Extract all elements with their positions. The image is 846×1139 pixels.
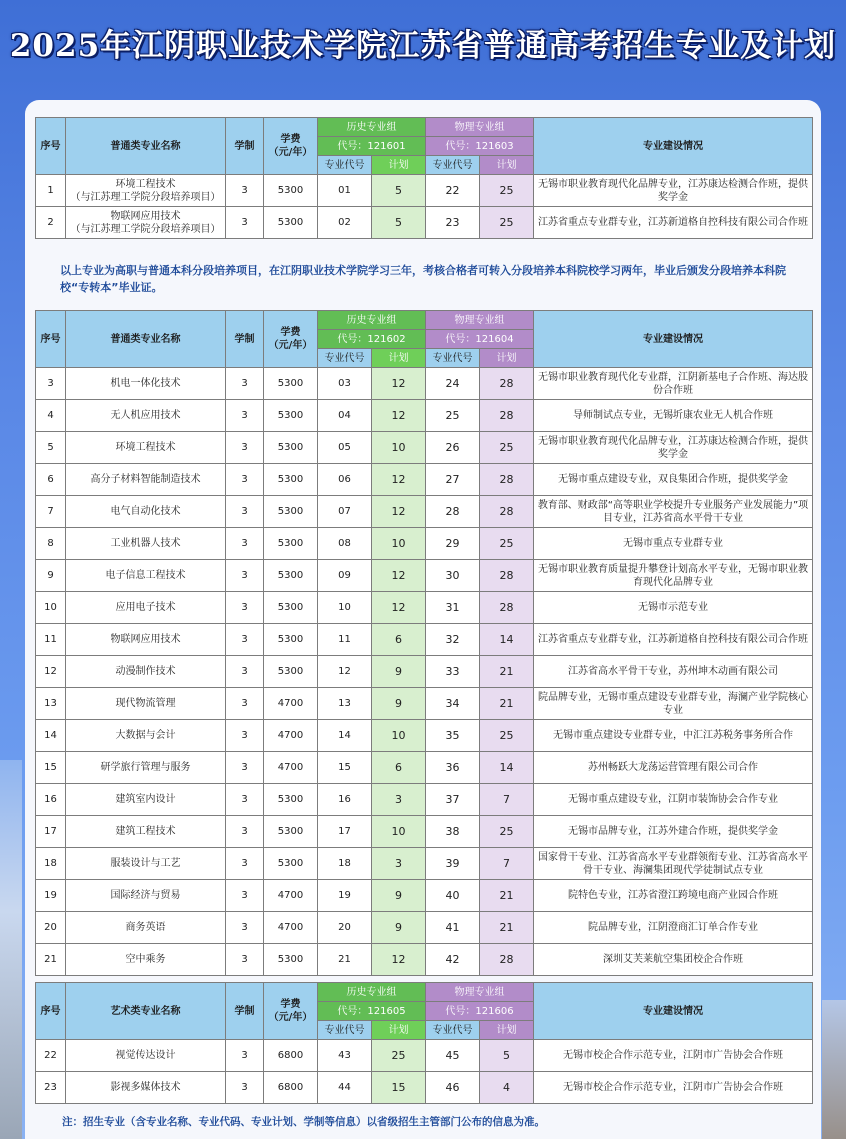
row-physics-plan: 21	[480, 688, 534, 720]
row-physics-plan: 28	[480, 464, 534, 496]
row-construction: 深圳艾芙莱航空集团校企合作班	[534, 944, 813, 976]
row-history-plan: 15	[372, 1072, 426, 1104]
row-years: 3	[226, 592, 264, 624]
row-major-name: 物联网应用技术	[66, 624, 226, 656]
header-history-group: 历史专业组	[318, 311, 426, 330]
row-years: 3	[226, 912, 264, 944]
header-physics-code: 专业代号	[426, 349, 480, 368]
row-physics-code: 25	[426, 400, 480, 432]
background-building-right	[822, 1000, 846, 1139]
header-history-group: 历史专业组	[318, 983, 426, 1002]
row-construction: 无锡市职业教育现代化品牌专业，江苏康达检测合作班，提供奖学金	[534, 432, 813, 464]
row-history-code: 14	[318, 720, 372, 752]
row-history-plan: 12	[372, 560, 426, 592]
row-seq: 5	[36, 432, 66, 464]
row-history-plan: 6	[372, 752, 426, 784]
row-years: 3	[226, 560, 264, 592]
row-physics-code: 22	[426, 175, 480, 207]
row-fee: 5300	[264, 528, 318, 560]
row-fee: 5300	[264, 207, 318, 239]
row-major-name: 电气自动化技术	[66, 496, 226, 528]
row-fee: 5300	[264, 464, 318, 496]
row-physics-code: 34	[426, 688, 480, 720]
row-construction: 江苏省重点专业群专业，江苏新道格自控科技有限公司合作班	[534, 207, 813, 239]
row-construction: 无锡市校企合作示范专业，江阴市广告协会合作班	[534, 1040, 813, 1072]
row-major-name: 视觉传达设计	[66, 1040, 226, 1072]
header-physics-plan: 计划	[480, 156, 534, 175]
row-seq: 6	[36, 464, 66, 496]
row-major-name: 工业机器人技术	[66, 528, 226, 560]
row-physics-plan: 28	[480, 400, 534, 432]
header-history-plan: 计划	[372, 156, 426, 175]
row-physics-code: 38	[426, 816, 480, 848]
table-row	[36, 720, 813, 752]
row-history-code: 17	[318, 816, 372, 848]
row-construction: 无锡市品牌专业，江苏外建合作班，提供奖学金	[534, 816, 813, 848]
row-history-code: 16	[318, 784, 372, 816]
row-years: 3	[226, 752, 264, 784]
row-years: 3	[226, 624, 264, 656]
header-years: 学制	[226, 311, 264, 368]
table-row	[36, 368, 813, 400]
row-major-name: 物联网应用技术 （与江苏理工学院分段培养项目）	[66, 207, 226, 239]
row-history-plan: 12	[372, 496, 426, 528]
row-history-code: 43	[318, 1040, 372, 1072]
table-row	[36, 528, 813, 560]
row-seq: 10	[36, 592, 66, 624]
row-seq: 4	[36, 400, 66, 432]
row-history-code: 01	[318, 175, 372, 207]
history-group-code: 代号：121602	[318, 330, 426, 349]
row-seq: 7	[36, 496, 66, 528]
row-major-name: 无人机应用技术	[66, 400, 226, 432]
row-years: 3	[226, 207, 264, 239]
row-years: 3	[226, 880, 264, 912]
row-years: 3	[226, 1072, 264, 1104]
row-physics-plan: 28	[480, 944, 534, 976]
row-major-name: 国际经济与贸易	[66, 880, 226, 912]
row-history-code: 06	[318, 464, 372, 496]
background-building-left	[0, 760, 22, 1139]
header-major-name: 普通类专业名称	[66, 311, 226, 368]
row-physics-plan: 7	[480, 784, 534, 816]
row-physics-code: 46	[426, 1072, 480, 1104]
physics-group-code: 代号：121606	[426, 1002, 534, 1021]
row-history-plan: 12	[372, 400, 426, 432]
header-history-code: 专业代号	[318, 1021, 372, 1040]
row-physics-plan: 25	[480, 720, 534, 752]
table-row	[36, 175, 813, 207]
table-art-programs	[35, 982, 813, 1104]
row-physics-code: 39	[426, 848, 480, 880]
physics-group-code: 代号：121604	[426, 330, 534, 349]
row-history-code: 08	[318, 528, 372, 560]
row-fee: 6800	[264, 1040, 318, 1072]
row-construction: 江苏省高水平骨干专业，苏州坤木动画有限公司	[534, 656, 813, 688]
row-major-name: 空中乘务	[66, 944, 226, 976]
row-physics-code: 35	[426, 720, 480, 752]
row-physics-code: 27	[426, 464, 480, 496]
row-seq: 20	[36, 912, 66, 944]
row-construction: 院品牌专业，无锡市重点建设专业群专业，海澜产业学院核心专业	[534, 688, 813, 720]
row-physics-code: 32	[426, 624, 480, 656]
table-row	[36, 912, 813, 944]
row-physics-code: 24	[426, 368, 480, 400]
row-seq: 19	[36, 880, 66, 912]
row-physics-code: 28	[426, 496, 480, 528]
row-physics-plan: 21	[480, 880, 534, 912]
row-physics-plan: 4	[480, 1072, 534, 1104]
table-row	[36, 496, 813, 528]
header-history-code: 专业代号	[318, 349, 372, 368]
row-history-code: 19	[318, 880, 372, 912]
row-years: 3	[226, 656, 264, 688]
row-physics-code: 42	[426, 944, 480, 976]
row-history-plan: 10	[372, 528, 426, 560]
row-physics-plan: 14	[480, 624, 534, 656]
header-years: 学制	[226, 118, 264, 175]
row-physics-code: 26	[426, 432, 480, 464]
header-history-plan: 计划	[372, 349, 426, 368]
row-major-name: 环境工程技术 （与江苏理工学院分段培养项目）	[66, 175, 226, 207]
header-construction: 专业建设情况	[534, 311, 813, 368]
header-fee: 学费 （元/年）	[264, 983, 318, 1040]
row-major-name: 大数据与会计	[66, 720, 226, 752]
row-construction: 院品牌专业，江阴澄商汇订单合作专业	[534, 912, 813, 944]
table-row	[36, 816, 813, 848]
row-physics-plan: 21	[480, 912, 534, 944]
row-major-name: 环境工程技术	[66, 432, 226, 464]
header-physics-plan: 计划	[480, 1021, 534, 1040]
row-physics-code: 31	[426, 592, 480, 624]
segmented-program-note: 以上专业为高职与普通本科分段培养项目，在江阴职业技术学院学习三年，考核合格者可转入分段培养本科院校学习两年，毕业后颁发分段培养本科院校“专转本”毕业证。	[60, 264, 786, 294]
row-seq: 8	[36, 528, 66, 560]
row-physics-code: 37	[426, 784, 480, 816]
table-segmented-programs	[35, 117, 813, 239]
history-group-code: 代号：121601	[318, 137, 426, 156]
row-physics-plan: 28	[480, 496, 534, 528]
row-construction: 无锡市职业教育现代化品牌专业，江苏康达检测合作班，提供奖学金	[534, 175, 813, 207]
table-row	[36, 207, 813, 239]
row-seq: 18	[36, 848, 66, 880]
row-construction: 无锡市重点专业群专业	[534, 528, 813, 560]
row-construction: 教育部、财政部“高等职业学校提升专业服务产业发展能力”项目专业，江苏省高水平骨干专业	[534, 496, 813, 528]
row-history-code: 07	[318, 496, 372, 528]
row-seq: 9	[36, 560, 66, 592]
row-history-plan: 12	[372, 944, 426, 976]
row-fee: 5300	[264, 592, 318, 624]
row-major-name: 商务英语	[66, 912, 226, 944]
header-seq: 序号	[36, 983, 66, 1040]
history-group-code: 代号：121605	[318, 1002, 426, 1021]
row-history-code: 09	[318, 560, 372, 592]
row-history-plan: 9	[372, 912, 426, 944]
row-physics-plan: 28	[480, 592, 534, 624]
row-construction: 无锡市重点建设专业，双良集团合作班，提供奖学金	[534, 464, 813, 496]
row-fee: 4700	[264, 688, 318, 720]
row-construction: 无锡市示范专业	[534, 592, 813, 624]
header-years: 学制	[226, 983, 264, 1040]
row-history-code: 21	[318, 944, 372, 976]
row-major-name: 建筑工程技术	[66, 816, 226, 848]
row-physics-plan: 21	[480, 656, 534, 688]
row-history-plan: 9	[372, 688, 426, 720]
row-construction: 无锡市重点建设专业群专业，中汇江苏税务事务所合作	[534, 720, 813, 752]
row-fee: 5300	[264, 400, 318, 432]
row-history-plan: 6	[372, 624, 426, 656]
table-row	[36, 560, 813, 592]
row-history-plan: 12	[372, 368, 426, 400]
row-fee: 5300	[264, 944, 318, 976]
row-years: 3	[226, 432, 264, 464]
row-history-plan: 9	[372, 656, 426, 688]
row-history-plan: 10	[372, 816, 426, 848]
row-seq: 2	[36, 207, 66, 239]
row-history-code: 12	[318, 656, 372, 688]
row-seq: 21	[36, 944, 66, 976]
row-physics-plan: 5	[480, 1040, 534, 1072]
row-construction: 苏州畅跃大龙荡运营管理有限公司合作	[534, 752, 813, 784]
row-seq: 22	[36, 1040, 66, 1072]
row-construction: 导师制试点专业，无锡圻康农业无人机合作班	[534, 400, 813, 432]
row-fee: 5300	[264, 816, 318, 848]
row-physics-code: 41	[426, 912, 480, 944]
row-major-name: 建筑室内设计	[66, 784, 226, 816]
row-construction: 无锡市职业教育质量提升攀登计划高水平专业，无锡市职业教育现代化品牌专业	[534, 560, 813, 592]
row-construction: 无锡市校企合作示范专业，江阴市广告协会合作班	[534, 1072, 813, 1104]
row-fee: 5300	[264, 432, 318, 464]
row-physics-plan: 28	[480, 368, 534, 400]
header-physics-group: 物理专业组	[426, 311, 534, 330]
row-major-name: 电子信息工程技术	[66, 560, 226, 592]
row-seq: 11	[36, 624, 66, 656]
table-row	[36, 656, 813, 688]
row-physics-plan: 25	[480, 207, 534, 239]
row-history-code: 02	[318, 207, 372, 239]
row-history-code: 03	[318, 368, 372, 400]
row-major-name: 研学旅行管理与服务	[66, 752, 226, 784]
row-history-plan: 9	[372, 880, 426, 912]
row-major-name: 影视多媒体技术	[66, 1072, 226, 1104]
row-history-plan: 5	[372, 207, 426, 239]
table-row	[36, 944, 813, 976]
row-years: 3	[226, 368, 264, 400]
row-fee: 5300	[264, 784, 318, 816]
row-fee: 5300	[264, 656, 318, 688]
row-history-plan: 10	[372, 432, 426, 464]
row-history-plan: 25	[372, 1040, 426, 1072]
row-seq: 12	[36, 656, 66, 688]
header-history-plan: 计划	[372, 1021, 426, 1040]
row-fee: 4700	[264, 880, 318, 912]
row-seq: 3	[36, 368, 66, 400]
table-general-programs	[35, 310, 813, 976]
row-years: 3	[226, 400, 264, 432]
row-years: 3	[226, 464, 264, 496]
row-major-name: 应用电子技术	[66, 592, 226, 624]
page-title: 2025年江阴职业技术学院江苏省普通高考招生专业及计划	[9, 28, 837, 64]
row-seq: 23	[36, 1072, 66, 1104]
row-fee: 4700	[264, 752, 318, 784]
header-major-name: 艺术类专业名称	[66, 983, 226, 1040]
table-row	[36, 464, 813, 496]
row-years: 3	[226, 848, 264, 880]
row-years: 3	[226, 944, 264, 976]
header-major-name: 普通类专业名称	[66, 118, 226, 175]
header-construction: 专业建设情况	[534, 118, 813, 175]
row-history-plan: 10	[372, 720, 426, 752]
row-fee: 5300	[264, 496, 318, 528]
row-years: 3	[226, 528, 264, 560]
row-history-code: 04	[318, 400, 372, 432]
header-seq: 序号	[36, 311, 66, 368]
table-row	[36, 400, 813, 432]
table-row	[36, 432, 813, 464]
row-history-code: 05	[318, 432, 372, 464]
row-history-code: 10	[318, 592, 372, 624]
row-physics-plan: 25	[480, 432, 534, 464]
row-seq: 1	[36, 175, 66, 207]
row-years: 3	[226, 688, 264, 720]
footnote: 注：招生专业（含专业名称、专业代码、专业计划、学制等信息）以省级招生主管部门公布的信息为准。	[62, 1116, 545, 1128]
header-physics-plan: 计划	[480, 349, 534, 368]
row-construction: 江苏省重点专业群专业，江苏新道格自控科技有限公司合作班	[534, 624, 813, 656]
row-physics-code: 40	[426, 880, 480, 912]
row-history-code: 15	[318, 752, 372, 784]
row-physics-code: 30	[426, 560, 480, 592]
table-row	[36, 592, 813, 624]
header-construction: 专业建设情况	[534, 983, 813, 1040]
row-physics-plan: 28	[480, 560, 534, 592]
row-years: 3	[226, 496, 264, 528]
row-history-code: 11	[318, 624, 372, 656]
row-major-name: 服装设计与工艺	[66, 848, 226, 880]
header-seq: 序号	[36, 118, 66, 175]
row-major-name: 现代物流管理	[66, 688, 226, 720]
row-seq: 14	[36, 720, 66, 752]
row-history-plan: 3	[372, 784, 426, 816]
row-major-name: 动漫制作技术	[66, 656, 226, 688]
row-physics-plan: 25	[480, 816, 534, 848]
header-history-group: 历史专业组	[318, 118, 426, 137]
table-row	[36, 784, 813, 816]
row-seq: 15	[36, 752, 66, 784]
row-fee: 5300	[264, 624, 318, 656]
row-fee: 5300	[264, 848, 318, 880]
row-history-code: 20	[318, 912, 372, 944]
table-row	[36, 848, 813, 880]
row-seq: 13	[36, 688, 66, 720]
row-physics-code: 45	[426, 1040, 480, 1072]
table-row	[36, 1040, 813, 1072]
row-history-plan: 12	[372, 464, 426, 496]
header-physics-group: 物理专业组	[426, 118, 534, 137]
row-fee: 5300	[264, 368, 318, 400]
row-construction: 国家骨干专业、江苏省高水平专业群领衔专业、江苏省高水平骨干专业、海澜集团现代学徒制试点专业	[534, 848, 813, 880]
row-fee: 5300	[264, 175, 318, 207]
row-history-plan: 12	[372, 592, 426, 624]
row-fee: 6800	[264, 1072, 318, 1104]
physics-group-code: 代号：121603	[426, 137, 534, 156]
row-construction: 院特色专业，江苏省澄江跨境电商产业园合作班	[534, 880, 813, 912]
row-fee: 4700	[264, 720, 318, 752]
row-history-code: 44	[318, 1072, 372, 1104]
table-row	[36, 880, 813, 912]
row-seq: 16	[36, 784, 66, 816]
row-physics-code: 29	[426, 528, 480, 560]
row-physics-plan: 25	[480, 528, 534, 560]
header-fee: 学费 （元/年）	[264, 118, 318, 175]
row-years: 3	[226, 784, 264, 816]
row-history-code: 18	[318, 848, 372, 880]
row-physics-plan: 14	[480, 752, 534, 784]
row-years: 3	[226, 720, 264, 752]
row-seq: 17	[36, 816, 66, 848]
table-row	[36, 688, 813, 720]
row-years: 3	[226, 816, 264, 848]
header-physics-code: 专业代号	[426, 156, 480, 175]
row-construction: 无锡市职业教育现代化专业群，江阴新基电子合作班、海达股份合作班	[534, 368, 813, 400]
row-fee: 5300	[264, 560, 318, 592]
table-row	[36, 752, 813, 784]
table-row	[36, 1072, 813, 1104]
row-major-name: 机电一体化技术	[66, 368, 226, 400]
row-years: 3	[226, 1040, 264, 1072]
row-history-plan: 3	[372, 848, 426, 880]
row-fee: 4700	[264, 912, 318, 944]
header-physics-code: 专业代号	[426, 1021, 480, 1040]
row-physics-code: 23	[426, 207, 480, 239]
row-physics-plan: 25	[480, 175, 534, 207]
row-physics-code: 36	[426, 752, 480, 784]
row-history-plan: 5	[372, 175, 426, 207]
header-history-code: 专业代号	[318, 156, 372, 175]
row-construction: 无锡市重点建设专业，江阴市装饰协会合作专业	[534, 784, 813, 816]
row-years: 3	[226, 175, 264, 207]
table-row	[36, 624, 813, 656]
header-physics-group: 物理专业组	[426, 983, 534, 1002]
header-fee: 学费 （元/年）	[264, 311, 318, 368]
row-history-code: 13	[318, 688, 372, 720]
row-physics-code: 33	[426, 656, 480, 688]
row-physics-plan: 7	[480, 848, 534, 880]
row-major-name: 高分子材料智能制造技术	[66, 464, 226, 496]
